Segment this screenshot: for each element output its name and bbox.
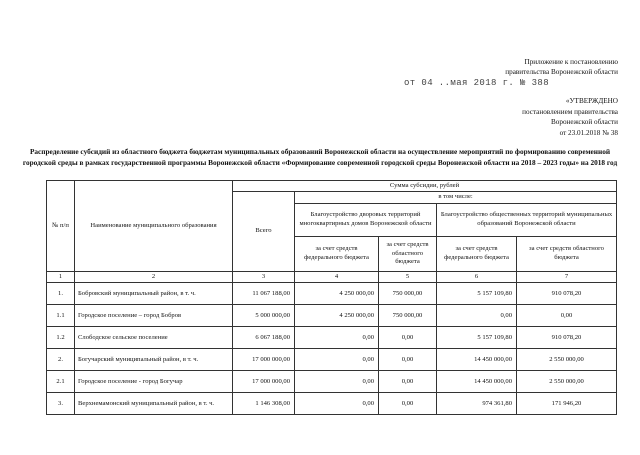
row-yard-federal: 0,00 bbox=[295, 349, 379, 371]
row-name: Городское поселение – город Бобров bbox=[75, 305, 233, 327]
row-yard-federal: 0,00 bbox=[295, 371, 379, 393]
column-number: 2 bbox=[75, 271, 233, 282]
column-number: 5 bbox=[379, 271, 437, 282]
approval-line-3: Воронежской области bbox=[550, 118, 618, 127]
row-yard-regional: 0,00 bbox=[379, 327, 437, 349]
row-total: 11 067 188,00 bbox=[233, 283, 295, 305]
row-number: 3. bbox=[47, 393, 75, 415]
row-name: Слободское сельское поселение bbox=[75, 327, 233, 349]
handwritten-date-stamp: от 04 ..мая 2018 г. № 388 bbox=[404, 78, 550, 88]
header-yard: Благоустройство дворовых территорий многоквартирных домов Воронежской области bbox=[295, 203, 437, 236]
document-title: Распределение субсидий из областного бюджета бюджетам муниципальных образований Воронежской области на осуществление мероприятий по формированию современной городской среды в рамках государственной программы Воронежской области «Формирование современной городской среды Воронежской области на 2018 – 2023 годы» на 2018 год bbox=[22, 147, 618, 167]
row-public-federal: 5 157 109,80 bbox=[437, 327, 517, 349]
table-row bbox=[47, 327, 617, 349]
header-yard-federal: за счет средств федерального бюджета bbox=[295, 236, 379, 271]
row-public-federal: 14 450 000,00 bbox=[437, 371, 517, 393]
row-total: 6 067 188,00 bbox=[233, 327, 295, 349]
column-number: 7 bbox=[517, 271, 617, 282]
column-number: 3 bbox=[233, 271, 295, 282]
row-number: 1.2 bbox=[47, 327, 75, 349]
row-total: 1 146 308,00 bbox=[233, 393, 295, 415]
appendix-line-1: Приложение к постановлению bbox=[524, 58, 618, 66]
header-num: № п/п bbox=[47, 181, 75, 272]
row-yard-regional: 0,00 bbox=[379, 349, 437, 371]
approval-line-2: постановлением правительства bbox=[522, 107, 618, 116]
table-row bbox=[47, 283, 617, 305]
row-yard-federal: 0,00 bbox=[295, 327, 379, 349]
header-public-regional: за счет средств областного бюджета bbox=[517, 236, 617, 271]
row-yard-regional: 750 000,00 bbox=[379, 305, 437, 327]
row-public-regional: 910 078,20 bbox=[517, 283, 617, 305]
table-row bbox=[47, 349, 617, 371]
row-yard-federal: 0,00 bbox=[295, 393, 379, 415]
row-public-federal: 5 157 109,80 bbox=[437, 283, 517, 305]
row-name: Бобровский муниципальный район, в т. ч. bbox=[75, 283, 233, 305]
header-including: в том числе: bbox=[295, 192, 617, 203]
header-public-federal: за счет средств федерального бюджета bbox=[437, 236, 517, 271]
row-yard-regional: 0,00 bbox=[379, 371, 437, 393]
approval-line-1: «УТВЕРЖДЕНО bbox=[565, 97, 618, 105]
column-number: 4 bbox=[295, 271, 379, 282]
row-yard-federal: 4 250 000,00 bbox=[295, 283, 379, 305]
header-total: Всего bbox=[233, 192, 295, 271]
row-public-federal: 974 361,80 bbox=[437, 393, 517, 415]
table-row bbox=[47, 305, 617, 327]
row-yard-regional: 0,00 bbox=[379, 393, 437, 415]
table-row bbox=[47, 393, 617, 415]
row-total: 17 000 000,00 bbox=[233, 371, 295, 393]
column-number: 6 bbox=[437, 271, 517, 282]
row-yard-federal: 4 250 000,00 bbox=[295, 305, 379, 327]
table-row bbox=[47, 371, 617, 393]
subsidy-table bbox=[46, 180, 617, 415]
approval-block bbox=[458, 96, 618, 138]
row-total: 5 000 000,00 bbox=[233, 305, 295, 327]
row-public-federal: 0,00 bbox=[437, 305, 517, 327]
row-public-regional: 2 550 000,00 bbox=[517, 371, 617, 393]
column-number: 1 bbox=[47, 271, 75, 282]
row-total: 17 000 000,00 bbox=[233, 349, 295, 371]
row-name: Верхнемамонский муниципальный район, в т. ч. bbox=[75, 393, 233, 415]
row-number: 2.1 bbox=[47, 371, 75, 393]
row-public-regional: 2 550 000,00 bbox=[517, 349, 617, 371]
header-yard-regional: за счет средств областного бюджета bbox=[379, 236, 437, 271]
row-name: Богучарский муниципальный район, в т. ч. bbox=[75, 349, 233, 371]
row-number: 2. bbox=[47, 349, 75, 371]
row-public-regional: 0,00 bbox=[517, 305, 617, 327]
approval-line-4: от 23.01.2018 № 38 bbox=[559, 128, 618, 137]
column-number-row bbox=[47, 271, 617, 282]
row-number: 1.1 bbox=[47, 305, 75, 327]
row-yard-regional: 750 000,00 bbox=[379, 283, 437, 305]
row-number: 1. bbox=[47, 283, 75, 305]
row-name: Городское поселение - город Богучар bbox=[75, 371, 233, 393]
row-public-regional: 171 946,20 bbox=[517, 393, 617, 415]
appendix-note bbox=[458, 58, 618, 77]
header-public: Благоустройство общественных территорий муниципальных образований Воронежской области bbox=[437, 203, 617, 236]
appendix-line-2: правительства Воронежской области bbox=[505, 67, 618, 76]
header-name: Наименование муниципального образования bbox=[75, 181, 233, 272]
row-public-regional: 910 078,20 bbox=[517, 327, 617, 349]
row-public-federal: 14 450 000,00 bbox=[437, 349, 517, 371]
header-sum: Сумма субсидии, рублей bbox=[233, 181, 617, 192]
